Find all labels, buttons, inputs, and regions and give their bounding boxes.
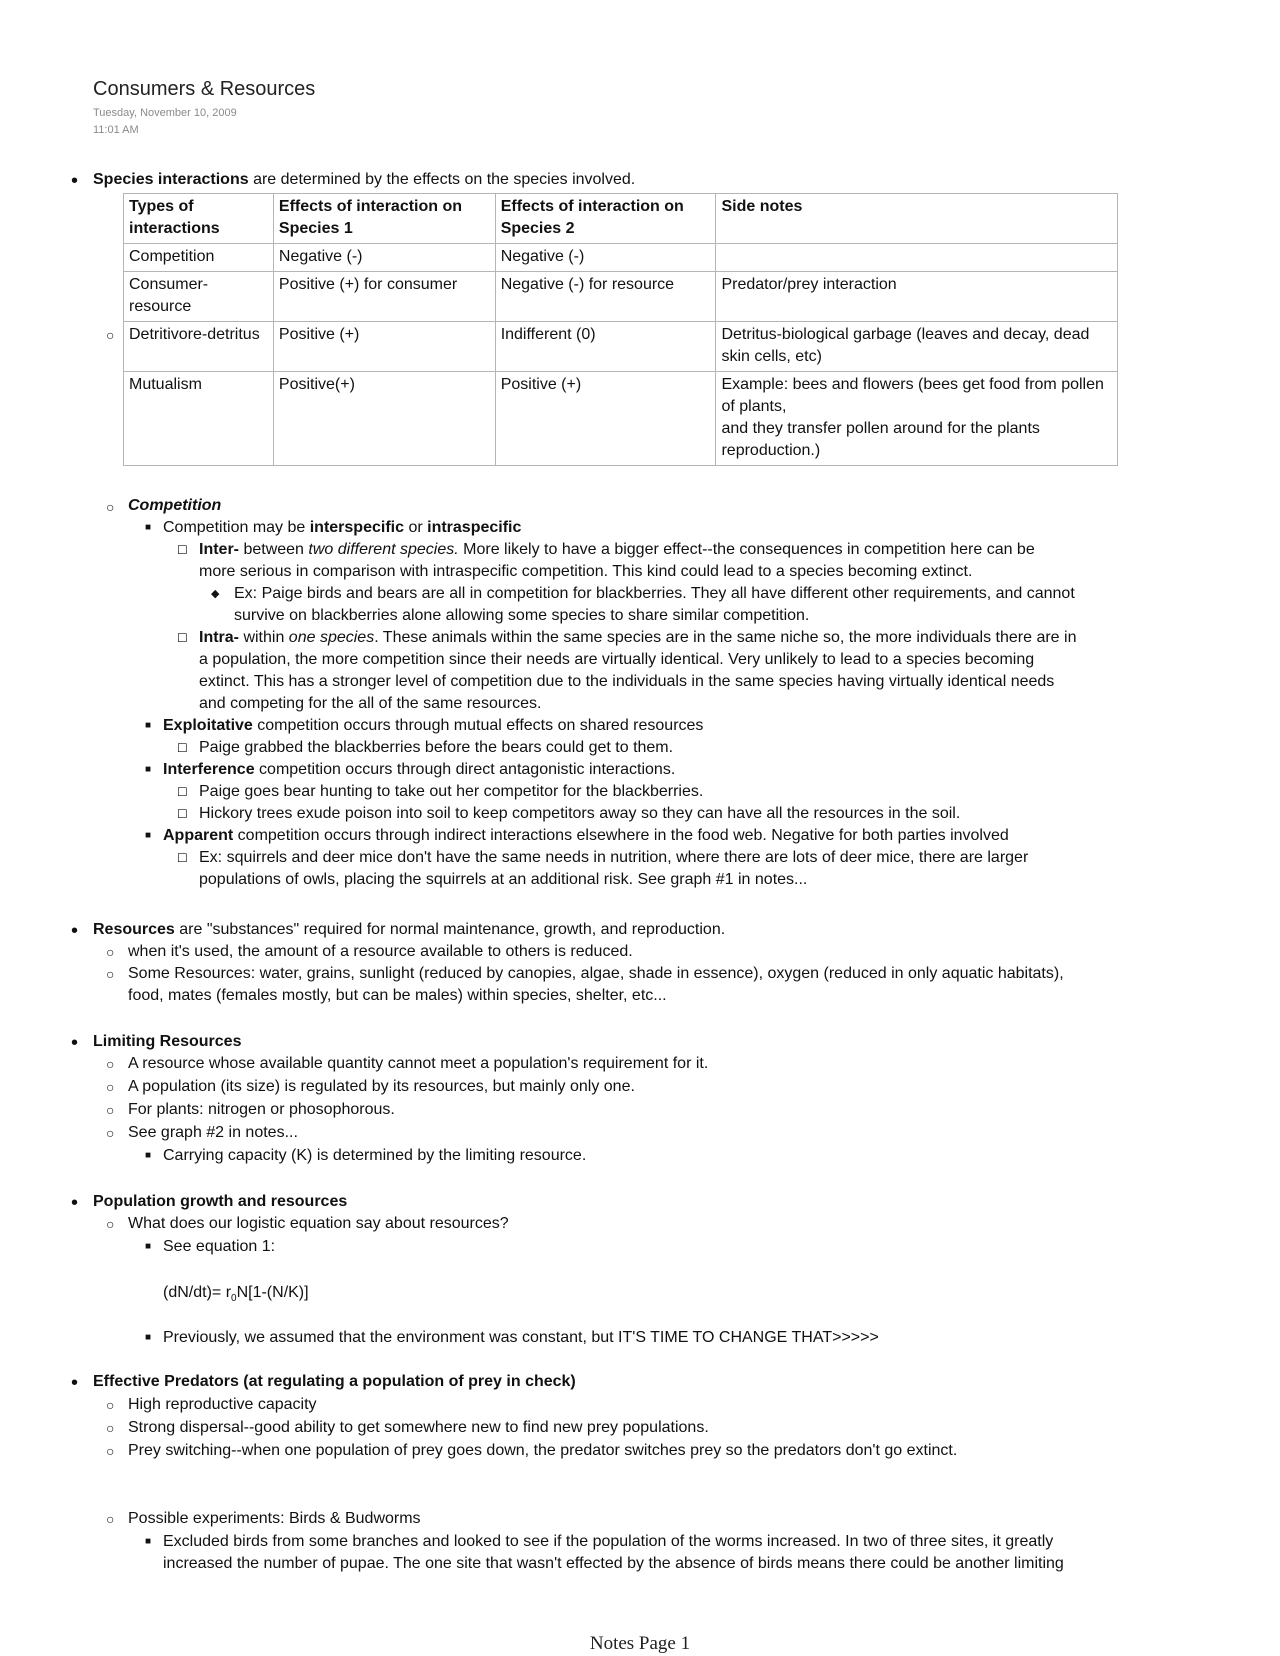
table-header-cell: Effects of interaction on Species 1 xyxy=(273,194,495,244)
table-row xyxy=(124,372,1118,466)
bullet-circle-icon: ○ xyxy=(106,1079,115,1095)
table-cell: Detritivore-detritus xyxy=(124,322,274,372)
limiting-heading: Limiting Resources xyxy=(93,1033,242,1050)
page-title: Consumers & Resources xyxy=(93,78,316,100)
page-date: Tuesday, November 10, 2009 xyxy=(93,107,237,119)
popgrowth-equation-label: See equation 1: xyxy=(163,1238,276,1255)
bullet-circle-icon: ○ xyxy=(106,1511,115,1527)
apparent-example-2: populations of owls, placing the squirrels at an additional risk. See graph #1 in notes... xyxy=(199,871,808,888)
limiting-item: A population (its size) is regulated by its resources, but mainly only one. xyxy=(128,1078,635,1095)
bullet-circle-icon: ○ xyxy=(106,499,115,515)
interference-example: Hickory trees exude poison into soil to keep competitors away so they can have all the resources in the soil. xyxy=(199,805,961,822)
bullet-disc-icon: • xyxy=(71,920,79,942)
bullet-square-icon: ■ xyxy=(145,830,152,841)
bullet-box-icon: ☐ xyxy=(177,631,188,645)
limiting-subitem: Carrying capacity (K) is determined by the limiting resource. xyxy=(163,1147,587,1164)
page-time: 11:01 AM xyxy=(93,124,139,136)
table-cell: Positive (+) xyxy=(273,322,495,372)
interactions-table xyxy=(123,193,1118,466)
resources-examples: Some Resources: water, grains, sunlight (reduced by canopies, algae, shade in essence), oxygen (reduced in only aquatic habitats), xyxy=(128,965,1064,982)
intra-line-2: a population, the more competition since their needs are virtually identical. Very unlikely to lead to a species becoming xyxy=(199,651,1035,668)
bullet-square-icon: ■ xyxy=(145,1150,152,1161)
inter-line: Inter- between two different species. More likely to have a bigger effect--the consequences in competition here can be xyxy=(199,541,1035,558)
table-cell: Indifferent (0) xyxy=(495,322,716,372)
table-cell xyxy=(716,244,1118,272)
bullet-circle-icon: ○ xyxy=(106,1420,115,1436)
bullet-circle-icon: ○ xyxy=(106,1125,115,1141)
interference-example: Paige goes bear hunting to take out her competitor for the blackberries. xyxy=(199,783,704,800)
bullet-circle-icon: ○ xyxy=(106,1102,115,1118)
table-cell: Consumer-resource xyxy=(124,272,274,322)
bullet-square-icon: ■ xyxy=(145,764,152,775)
apparent-example: Ex: squirrels and deer mice don't have the same needs in nutrition, where there are lots of deer mice, there are larger xyxy=(199,849,1029,866)
species-interactions-line: Species interactions are determined by the effects on the species involved. xyxy=(93,171,636,188)
bullet-box-icon: ☐ xyxy=(177,741,188,755)
predators-item: High reproductive capacity xyxy=(128,1396,317,1413)
inter-line-2: more serious in comparison with intraspecific competition. This kind could lead to a species becoming extinct. xyxy=(199,563,973,580)
limiting-item: A resource whose available quantity cannot meet a population's requirement for it. xyxy=(128,1055,709,1072)
logistic-equation: $(dN/dt)= r_0N[1-(N/K)]$ xyxy=(163,1284,309,1305)
predators-heading: Effective Predators (at regulating a population of prey in check) xyxy=(93,1373,576,1390)
bullet-disc-icon: • xyxy=(71,170,79,192)
exploitative-line: Exploitative competition occurs through mutual effects on shared resources xyxy=(163,717,704,734)
competition-heading: Competition xyxy=(128,497,222,514)
bullet-box-icon: ☐ xyxy=(177,807,188,821)
apparent-line: Apparent competition occurs through indirect interactions elsewhere in the food web. Negative for both parties involved xyxy=(163,827,1009,844)
table-cell: Positive (+) for consumer xyxy=(273,272,495,322)
table-header-cell: Effects of interaction on Species 2 xyxy=(495,194,716,244)
table-cell: Detritus-biological garbage (leaves and decay, dead skin cells, etc) xyxy=(716,322,1118,372)
predators-item: Strong dispersal--good ability to get somewhere new to find new prey populations. xyxy=(128,1419,709,1436)
intra-line: Intra- within one species. These animals within the same species are in the same niche so, the more individuals there are in xyxy=(199,629,1077,646)
table-cell: Negative (-) for resource xyxy=(495,272,716,322)
table-header-row xyxy=(124,194,1118,244)
table-row xyxy=(124,322,1118,372)
table-header-cell: Types of interactions xyxy=(124,194,274,244)
bullet-square-icon: ■ xyxy=(145,1332,152,1343)
bullet-circle-icon: ○ xyxy=(106,327,115,343)
bullet-circle-icon: ○ xyxy=(106,1443,115,1459)
bullet-box-icon: ☐ xyxy=(177,543,188,557)
table-cell: Competition xyxy=(124,244,274,272)
bullet-box-icon: ☐ xyxy=(177,785,188,799)
table-cell: Negative (-) xyxy=(495,244,716,272)
table-cell: Example: bees and flowers (bees get food from pollen of plants, and they transfer pollen around for the plants reproduction.) xyxy=(716,372,1118,466)
exploitative-example: Paige grabbed the blackberries before the bears could get to them. xyxy=(199,739,674,756)
bullet-circle-icon: ○ xyxy=(106,944,115,960)
bullet-square-icon: ■ xyxy=(145,1241,152,1252)
competition-types-line: Competition may be interspecific or intraspecific xyxy=(163,519,522,536)
bullet-disc-icon: • xyxy=(71,1372,79,1394)
page-footer: Notes Page 1 xyxy=(589,1633,691,1654)
bullet-circle-icon: ○ xyxy=(106,1056,115,1072)
table-cell: Positive (+) xyxy=(495,372,716,466)
table-row xyxy=(124,244,1118,272)
interference-line: Interference competition occurs through direct antagonistic interactions. xyxy=(163,761,676,778)
table-cell: Predator/prey interaction xyxy=(716,272,1118,322)
experiments-detail: Excluded birds from some branches and looked to see if the population of the worms increased. In two of three sites, it greatly xyxy=(163,1533,1054,1550)
bullet-circle-icon: ○ xyxy=(106,1216,115,1232)
experiments-detail-2: increased the number of pupae. The one site that wasn't effected by the absence of birds means there could be another limiting xyxy=(163,1555,1064,1572)
popgrowth-question: What does our logistic equation say about resources? xyxy=(128,1215,509,1232)
table-header-cell: Side notes xyxy=(716,194,1118,244)
table-cell: Positive(+) xyxy=(273,372,495,466)
bullet-diamond-icon: ◆ xyxy=(211,588,220,600)
bullet-box-icon: ☐ xyxy=(177,851,188,865)
bullet-square-icon: ■ xyxy=(145,720,152,731)
inter-example-line: Ex: Paige birds and bears are all in competition for blackberries. They all have different other requirements, and cannot xyxy=(234,585,1075,602)
bullet-square-icon: ■ xyxy=(145,1536,152,1547)
resources-examples-2: food, mates (females mostly, but can be males) within species, shelter, etc... xyxy=(128,987,667,1004)
popgrowth-heading: Population growth and resources xyxy=(93,1193,348,1210)
limiting-item: For plants: nitrogen or phosophorous. xyxy=(128,1101,395,1118)
table-cell: Mutualism xyxy=(124,372,274,466)
table-cell: Negative (-) xyxy=(273,244,495,272)
bullet-disc-icon: • xyxy=(71,1192,79,1214)
popgrowth-note: Previously, we assumed that the environment was constant, but IT'S TIME TO CHANGE THAT>>>>> xyxy=(163,1329,879,1346)
bullet-circle-icon: ○ xyxy=(106,966,115,982)
bullet-disc-icon: • xyxy=(71,1032,79,1054)
intra-line-4: and competing for the all of the same resources. xyxy=(199,695,542,712)
bullet-square-icon: ■ xyxy=(145,522,152,533)
resources-line: Resources are "substances" required for normal maintenance, growth, and reproduction. xyxy=(93,921,726,938)
bullet-circle-icon: ○ xyxy=(106,1397,115,1413)
predators-item: Prey switching--when one population of prey goes down, the predator switches prey so the predators don't go extinct. xyxy=(128,1442,958,1459)
limiting-item: See graph #2 in notes... xyxy=(128,1124,298,1141)
intra-line-3: extinct. This has a stronger level of competition due to the individuals in the same species having virtually identical needs xyxy=(199,673,1055,690)
table-row xyxy=(124,272,1118,322)
resources-note: when it's used, the amount of a resource available to others is reduced. xyxy=(128,943,633,960)
experiments-item: Possible experiments: Birds & Budworms xyxy=(128,1510,421,1527)
inter-example-line-2: survive on blackberries alone allowing some species to share similar competition. xyxy=(234,607,810,624)
